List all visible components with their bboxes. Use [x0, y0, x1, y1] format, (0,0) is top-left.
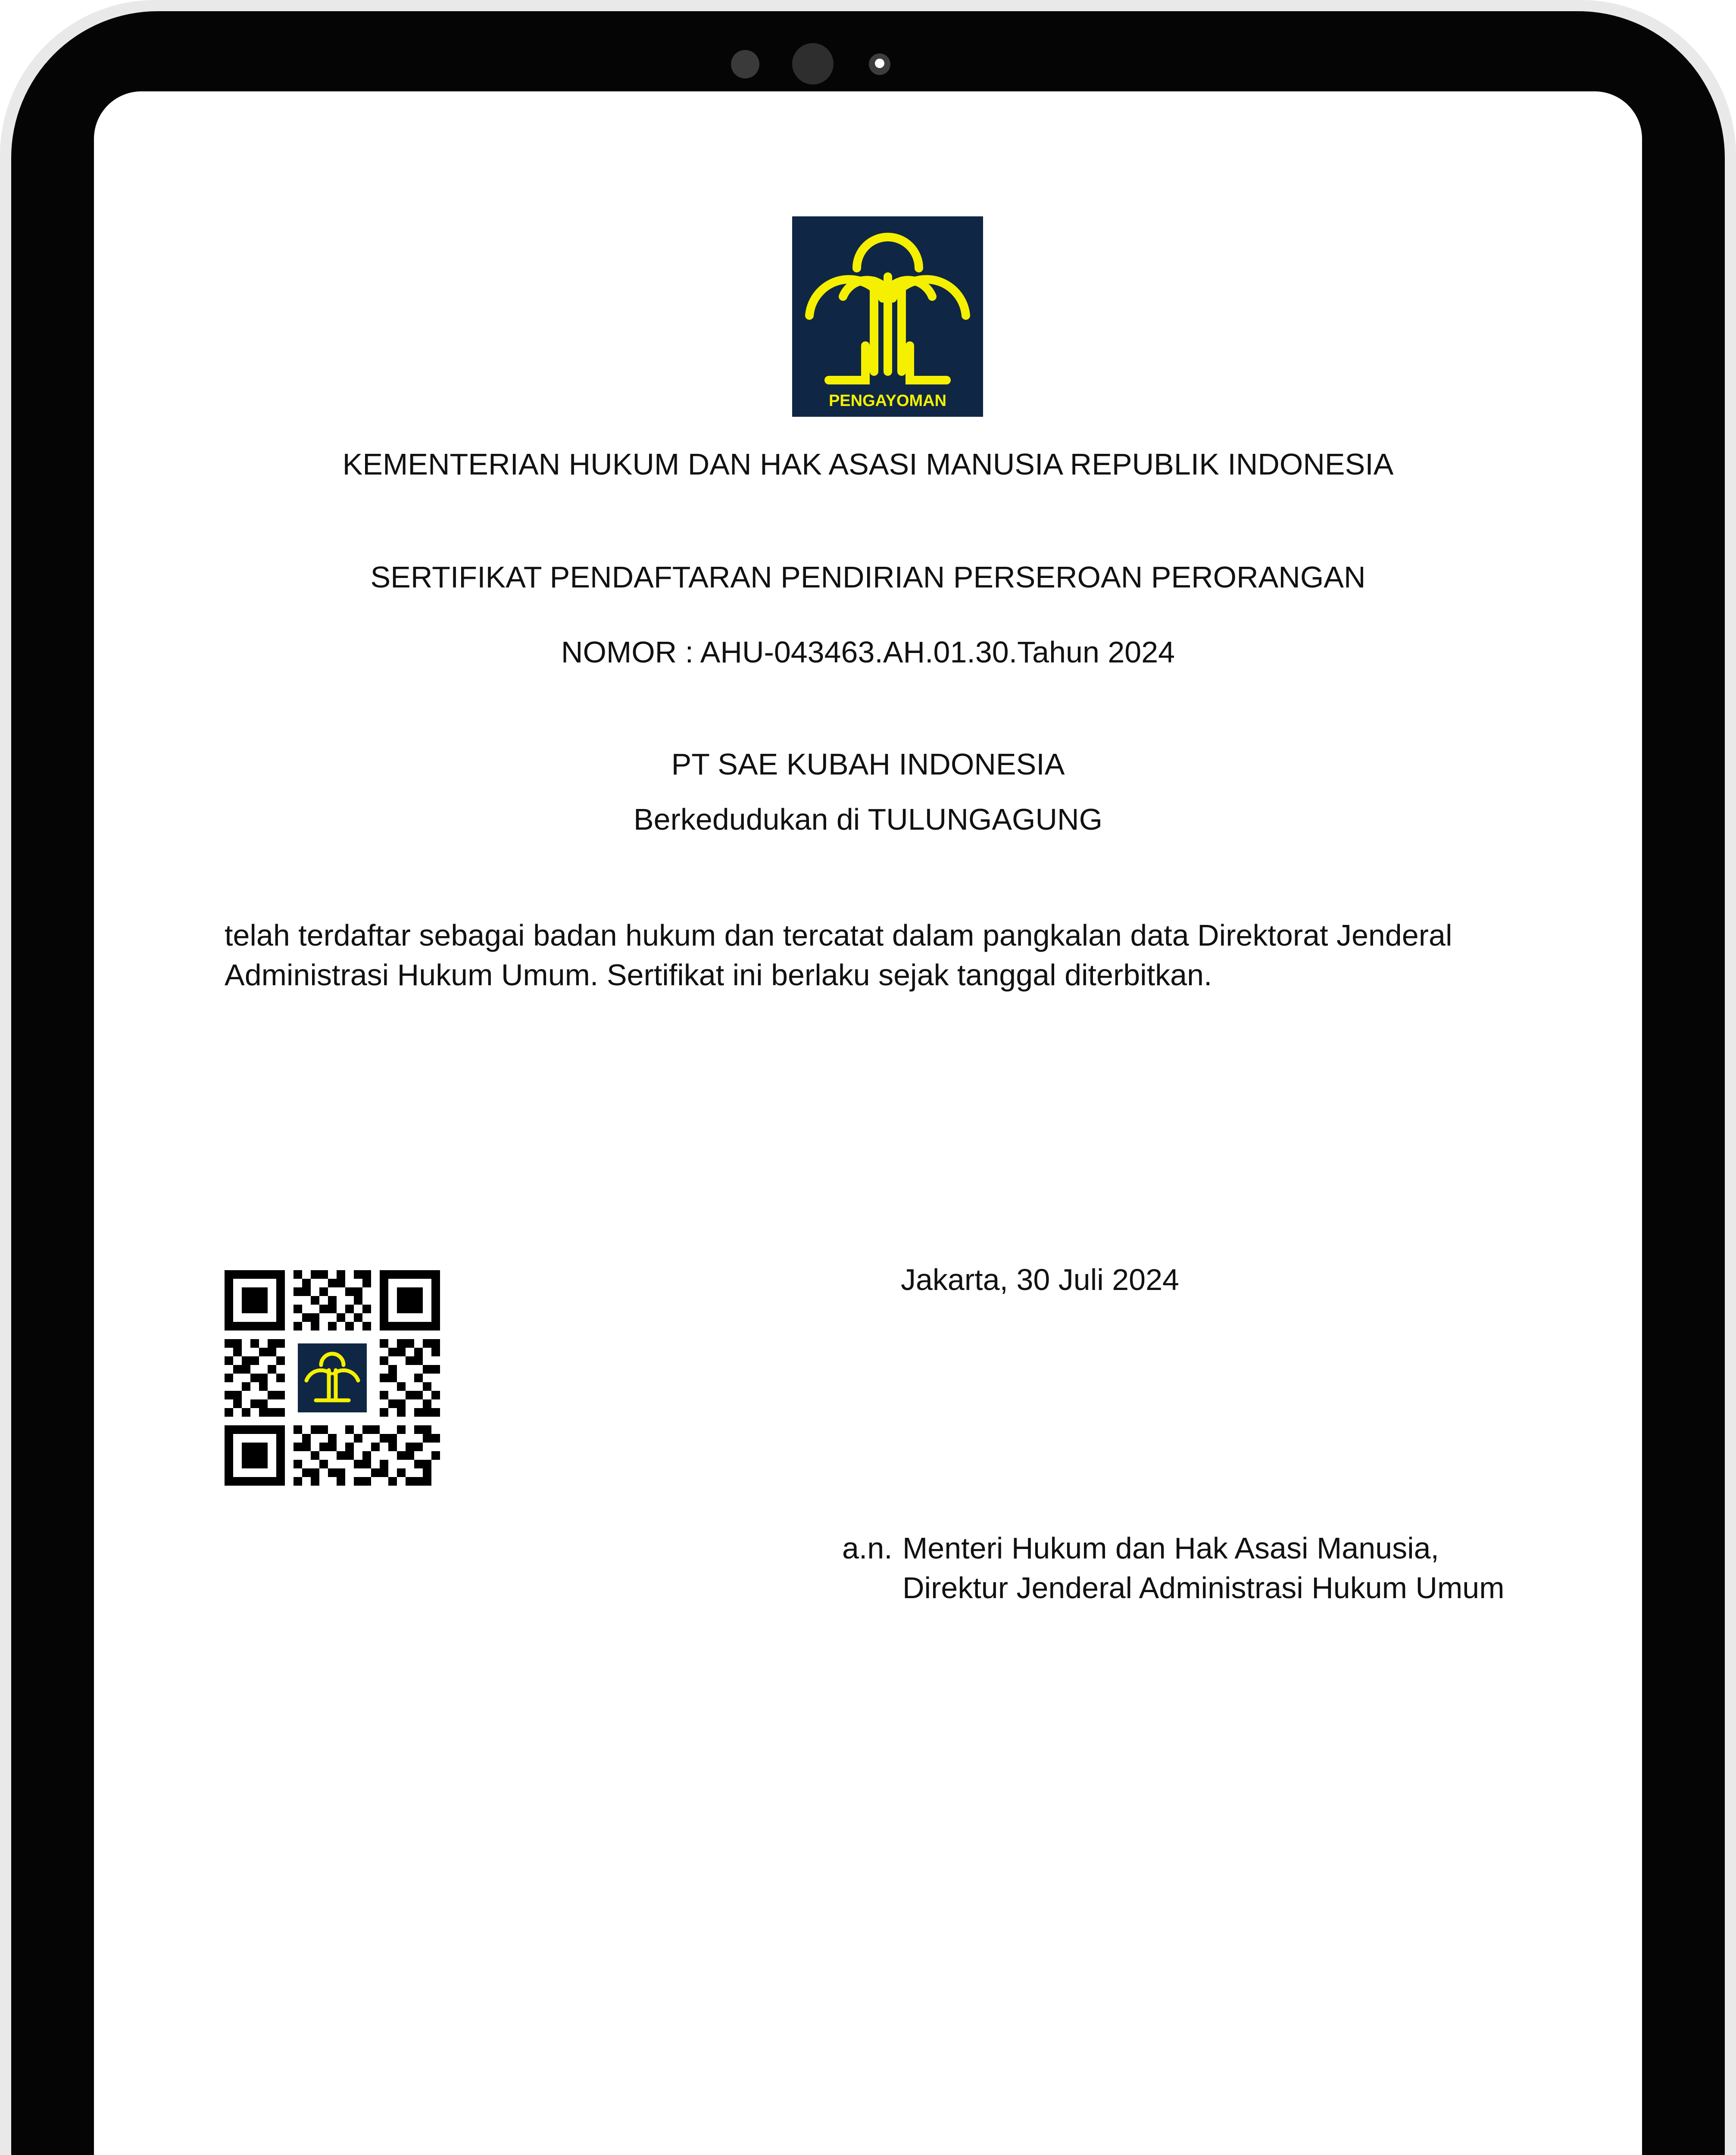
place-and-date: Jakarta, 30 Juli 2024 [901, 1263, 1179, 1296]
company-domicile: Berkedudukan di TULUNGAGUNG [633, 803, 1103, 836]
sensor-icon [731, 50, 759, 78]
signatory-minister: Menteri Hukum dan Hak Asasi Manusia, [902, 1531, 1439, 1565]
registration-statement: telah terdaftar sebagai badan hukum dan tercatat dalam pangkalan data Direktorat Jenderal Administrasi Hukum Umum. Sertifikat ini berlaku sejak tanggal diterbitkan. [225, 918, 1452, 992]
emblem-label: PENGAYOMAN [828, 392, 947, 410]
company-name: PT SAE KUBAH INDONESIA [671, 747, 1065, 781]
signatory-director-general: Direktur Jenderal Administrasi Hukum Umum [902, 1571, 1505, 1605]
ministry-heading: KEMENTERIAN HUKUM DAN HAK ASASI MANUSIA REPUBLIK INDONESIA [342, 447, 1394, 481]
camera-icon [792, 43, 834, 84]
certificate-number: NOMOR : AHU-043463.AH.01.30.Tahun 2024 [561, 635, 1175, 669]
signatory-prefix: a.n. [842, 1531, 893, 1565]
pengayoman-emblem-icon [792, 216, 983, 417]
certificate-title: SERTIFIKAT PENDAFTARAN PENDIRIAN PERSEROAN PERORANGAN [370, 560, 1366, 594]
qr-code-icon[interactable] [225, 1270, 440, 1486]
camera-lens-icon [869, 53, 890, 75]
document-screen[interactable] [94, 91, 1642, 2155]
